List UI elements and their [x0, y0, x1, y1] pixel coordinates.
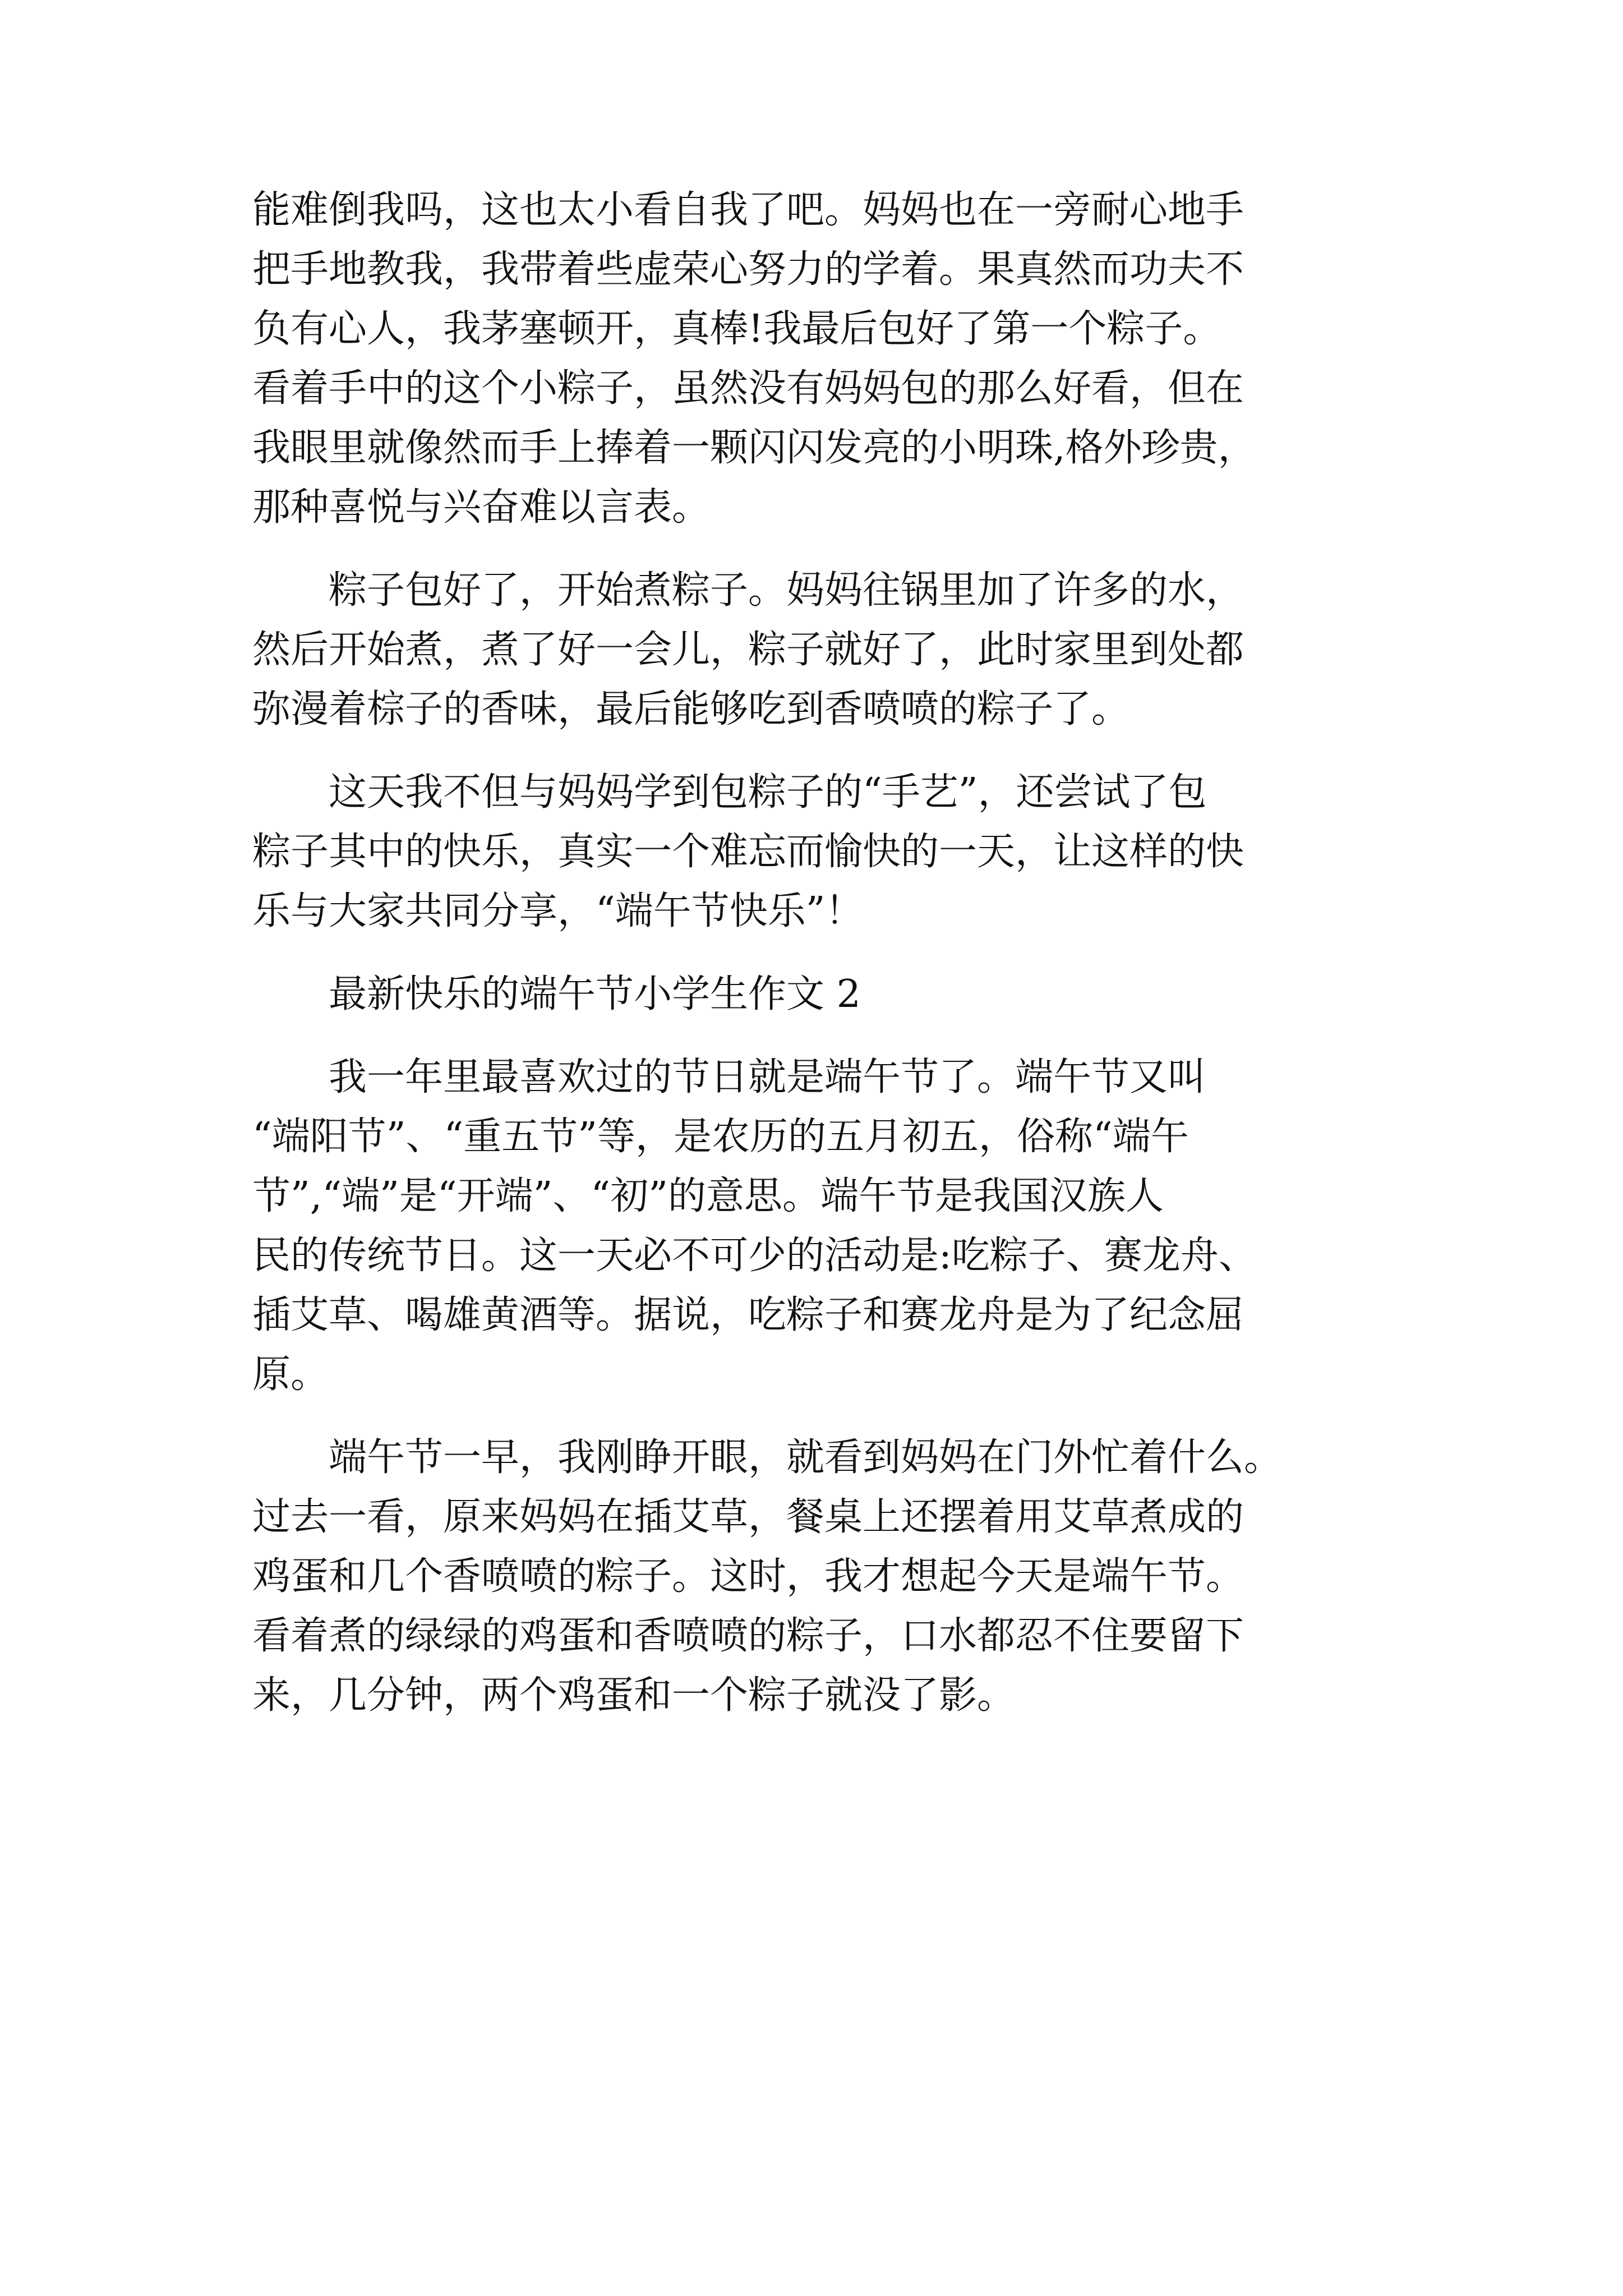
document-body	[252, 181, 1396, 1726]
section-heading	[252, 965, 1396, 1024]
text-line: 我眼里就像然而手上捧着一颗闪闪发亮的小明珠,格外珍贵，	[252, 426, 1256, 470]
text-line: “端阳节”、“重五节”等，是农历的五月初五，俗称“端午	[252, 1115, 1189, 1159]
text-line: 鸡蛋和几个香喷喷的粽子。这时，我才想起今天是端午节。	[252, 1554, 1244, 1599]
text-line: 原。	[252, 1352, 329, 1397]
paragraph-5	[252, 1048, 1396, 1405]
text-line: 把手地教我，我带着些虚荣心努力的学着。果真然而功夫不	[252, 247, 1244, 292]
text-line: 看着煮的绿绿的鸡蛋和香喷喷的粽子，口水都忍不住要留下	[252, 1614, 1244, 1658]
paragraph-6	[252, 1428, 1396, 1726]
heading-line: 最新快乐的端午节小学生作文 2	[252, 972, 861, 1016]
text-line: 那种喜悦与兴奋难以言表。	[252, 485, 711, 530]
text-line: 然后开始煮，煮了好一会儿，粽子就好了，此时家里到处都	[252, 628, 1244, 672]
paragraph-3	[252, 763, 1396, 941]
text-line: 乐与大家共同分享，“端午节快乐”！	[252, 889, 864, 933]
text-line: 节”,“端”是“开端”、“初”的意思。端午节是我国汉族人	[252, 1174, 1164, 1218]
text-line: 负有心人，我茅塞顿开，真棒!我最后包好了第一个粽子。	[252, 307, 1221, 351]
text-line: 能难倒我吗，这也太小看自我了吧。妈妈也在一旁耐心地手	[252, 188, 1244, 232]
text-line: 插艾草、喝雄黄酒等。据说，吃粽子和赛龙舟是为了纪念屈	[252, 1293, 1244, 1337]
text-line: 这天我不但与妈妈学到包粽子的“手艺”，还尝试了包	[252, 770, 1207, 815]
paragraph-2	[252, 561, 1396, 739]
text-line: 端午节一早，我刚睁开眼，就看到妈妈在门外忙着什么。	[252, 1435, 1283, 1480]
text-line: 弥漫着棕子的香味，最后能够吃到香喷喷的粽子了。	[252, 687, 1130, 731]
text-line: 我一年里最喜欢过的节日就是端午节了。端午节又叫	[252, 1055, 1206, 1099]
text-line: 来，几分钟，两个鸡蛋和一个粽子就没了影。	[252, 1673, 1016, 1718]
text-line: 民的传统节日。这一天必不可少的活动是:吃粽子、赛龙舟、	[252, 1234, 1257, 1278]
paragraph-1	[252, 181, 1396, 537]
text-line: 粽子包好了，开始煮粽子。妈妈往锅里加了许多的水，	[252, 568, 1244, 613]
text-line: 看着手中的这个小粽子，虽然没有妈妈包的那么好看，但在	[252, 366, 1244, 411]
text-line: 粽子其中的快乐，真实一个难忘而愉快的一天，让这样的快	[252, 830, 1244, 874]
text-line: 过去一看，原来妈妈在插艾草，餐桌上还摆着用艾草煮成的	[252, 1495, 1244, 1539]
